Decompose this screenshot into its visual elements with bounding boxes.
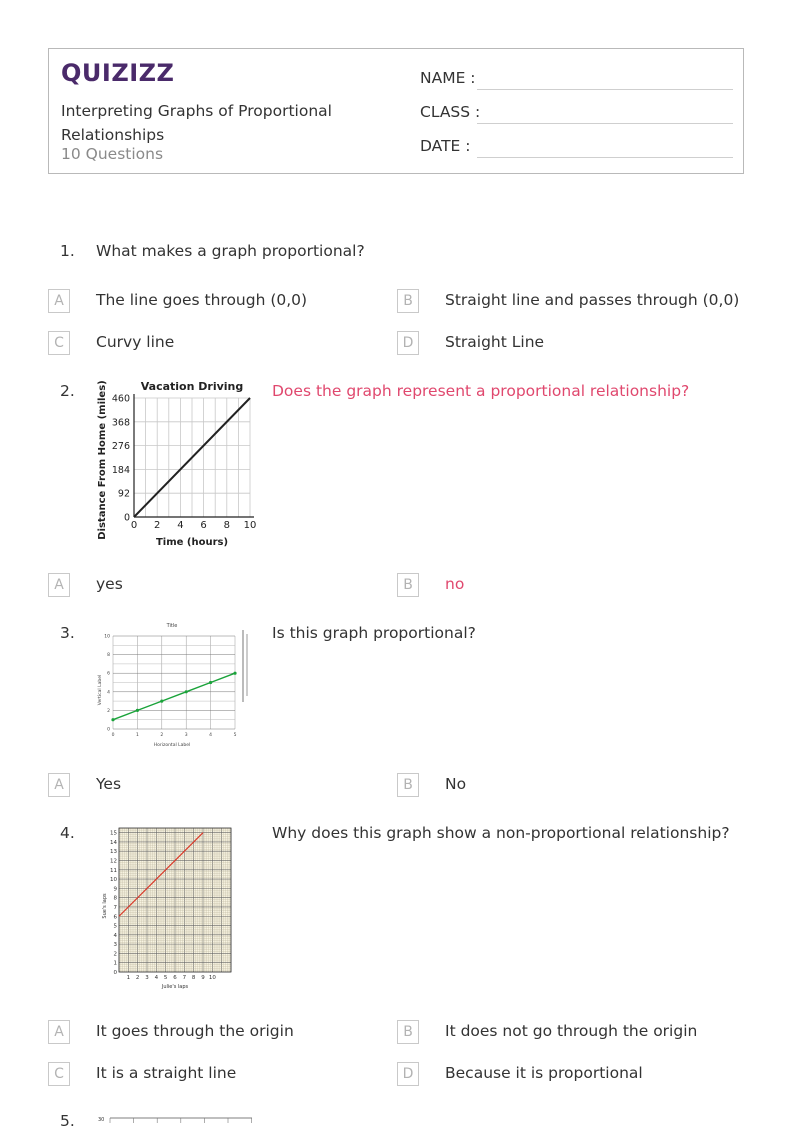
option-letter[interactable]: A — [48, 289, 70, 313]
chart-title: Vacation Driving — [140, 380, 244, 393]
option-letter[interactable]: B — [397, 573, 419, 597]
x-tick-label: 10 — [208, 975, 216, 981]
y-tick-label: 1 — [113, 960, 117, 967]
x-tick-label: 3 — [145, 975, 149, 981]
x-tick-label: 2 — [160, 733, 164, 738]
y-tick-label: 2 — [107, 708, 110, 714]
y-tick-label: 460 — [111, 393, 130, 405]
y-tick-label: 6 — [107, 671, 110, 677]
y-tick-label: 368 — [111, 417, 130, 429]
option-text[interactable]: It does not go through the origin — [445, 1022, 698, 1040]
points-chart — [96, 620, 256, 750]
option-letter[interactable]: A — [48, 773, 70, 797]
x-tick-label: 7 — [182, 975, 187, 981]
option-letter[interactable]: D — [397, 1062, 419, 1086]
question-text: Does the graph represent a proportional relationship? — [272, 382, 690, 400]
y-axis-label: Distance From Home (miles) — [97, 380, 108, 540]
x-tick-label: 5 — [163, 975, 168, 981]
y-tick-label: 7 — [113, 904, 117, 911]
date-label: DATE : — [420, 137, 471, 155]
copyright-notice — [242, 630, 248, 702]
option-text[interactable]: Curvy line — [96, 333, 175, 351]
data-point — [111, 718, 114, 721]
data-line — [113, 673, 235, 720]
option-letter[interactable]: D — [397, 331, 419, 355]
option-letter[interactable]: B — [397, 1020, 419, 1044]
y-tick-label: 8 — [113, 895, 117, 902]
class-field[interactable] — [477, 123, 733, 124]
data-point — [233, 672, 236, 675]
y-tick-label: 276 — [111, 441, 130, 453]
worksheet-header — [48, 48, 744, 174]
question-number: 3. — [60, 624, 75, 642]
option-text[interactable]: The line goes through (0,0) — [96, 291, 308, 309]
y-tick-label: 9 — [113, 886, 117, 893]
x-axis-label: Julie's laps — [161, 984, 189, 990]
vacation-driving-chart — [92, 376, 262, 552]
question-number: 5. — [60, 1112, 75, 1130]
question-text: Why does this graph show a non-proportional relationship? — [272, 824, 730, 842]
x-tick-label: 0 — [130, 520, 138, 531]
question-number: 2. — [60, 382, 75, 400]
y-tick-label: 0 — [123, 512, 130, 524]
worksheet-title: Interpreting Graphs of Proportional Relationships — [61, 102, 332, 144]
option-letter[interactable]: C — [48, 1062, 70, 1086]
x-tick-label: 4 — [154, 975, 159, 981]
data-point — [160, 700, 163, 703]
y-tick-label: 2 — [113, 951, 117, 958]
x-axis-label: Time (hours) — [155, 537, 229, 548]
option-text[interactable]: Straight line and passes through (0,0) — [445, 291, 740, 309]
y-tick-label: 10 — [110, 877, 117, 884]
x-tick-label: 2 — [135, 975, 140, 981]
data-point — [185, 690, 188, 693]
y-tick-label: 13 — [110, 849, 117, 856]
y-tick-label: 12 — [110, 858, 117, 865]
x-tick-label: 8 — [223, 520, 230, 531]
x-tick-label: 10 — [243, 520, 257, 531]
option-text[interactable]: It goes through the origin — [96, 1022, 294, 1040]
x-tick-label: 5 — [233, 733, 237, 738]
quizizz-logo: QUIZIZZ — [61, 59, 175, 87]
option-text[interactable]: It is a straight line — [96, 1064, 237, 1082]
y-tick-label: 4 — [107, 690, 110, 696]
name-field[interactable] — [477, 89, 733, 90]
y-tick-label: 0 — [107, 727, 110, 733]
y-tick-label: 184 — [111, 464, 130, 476]
x-axis-label: Horizontal Label — [153, 743, 191, 748]
option-text[interactable]: No — [445, 775, 467, 793]
question-number: 4. — [60, 824, 75, 842]
y-tick-label: 0 — [113, 970, 117, 976]
date-field[interactable] — [477, 157, 733, 158]
x-tick-label: 1 — [126, 975, 131, 981]
x-tick-label: 0 — [111, 733, 115, 738]
x-tick-label: 3 — [184, 733, 188, 738]
y-tick-label: 30 — [98, 1117, 105, 1123]
question-count: 10 Questions — [61, 145, 164, 163]
y-tick-label: 15 — [110, 830, 117, 837]
x-tick-label: 4 — [209, 733, 213, 738]
q5-chart-partial — [96, 1114, 256, 1123]
laps-chart — [98, 824, 238, 992]
y-axis-label: Vertical Label — [98, 674, 103, 706]
x-tick-label: 1 — [135, 733, 139, 738]
class-label: CLASS : — [420, 103, 481, 121]
x-tick-label: 2 — [154, 520, 161, 531]
option-letter[interactable]: B — [397, 773, 419, 797]
y-axis-label: Sue's laps — [102, 893, 108, 919]
y-tick-label: 6 — [113, 914, 117, 921]
option-letter[interactable]: B — [397, 289, 419, 313]
y-tick-label: 3 — [113, 942, 117, 949]
question-number: 1. — [60, 242, 75, 260]
data-point — [209, 681, 212, 684]
option-letter[interactable]: A — [48, 573, 70, 597]
y-tick-label: 8 — [107, 653, 110, 659]
x-tick-label: 9 — [201, 975, 205, 981]
y-tick-label: 5 — [113, 923, 117, 930]
option-text[interactable]: Yes — [96, 775, 122, 793]
data-point — [136, 709, 139, 712]
y-tick-label: 11 — [110, 867, 117, 874]
chart-title: Title — [166, 623, 178, 629]
name-label: NAME : — [420, 69, 476, 87]
option-text[interactable]: Because it is proportional — [445, 1064, 643, 1082]
question-text: What makes a graph proportional? — [96, 242, 365, 260]
y-tick-label: 14 — [110, 839, 117, 846]
question-text: Is this graph proportional? — [272, 624, 476, 642]
x-tick-label: 6 — [173, 975, 177, 981]
option-text[interactable]: Straight Line — [445, 333, 545, 351]
x-tick-label: 8 — [191, 975, 196, 981]
option-text[interactable]: no — [445, 575, 465, 593]
x-tick-label: 4 — [177, 520, 184, 531]
y-tick-label: 10 — [104, 634, 110, 640]
y-tick-label: 4 — [113, 932, 117, 939]
option-letter[interactable]: C — [48, 331, 70, 355]
x-tick-label: 6 — [200, 520, 207, 531]
option-text[interactable]: yes — [96, 575, 123, 593]
option-letter[interactable]: A — [48, 1020, 70, 1044]
y-tick-label: 92 — [117, 488, 130, 500]
